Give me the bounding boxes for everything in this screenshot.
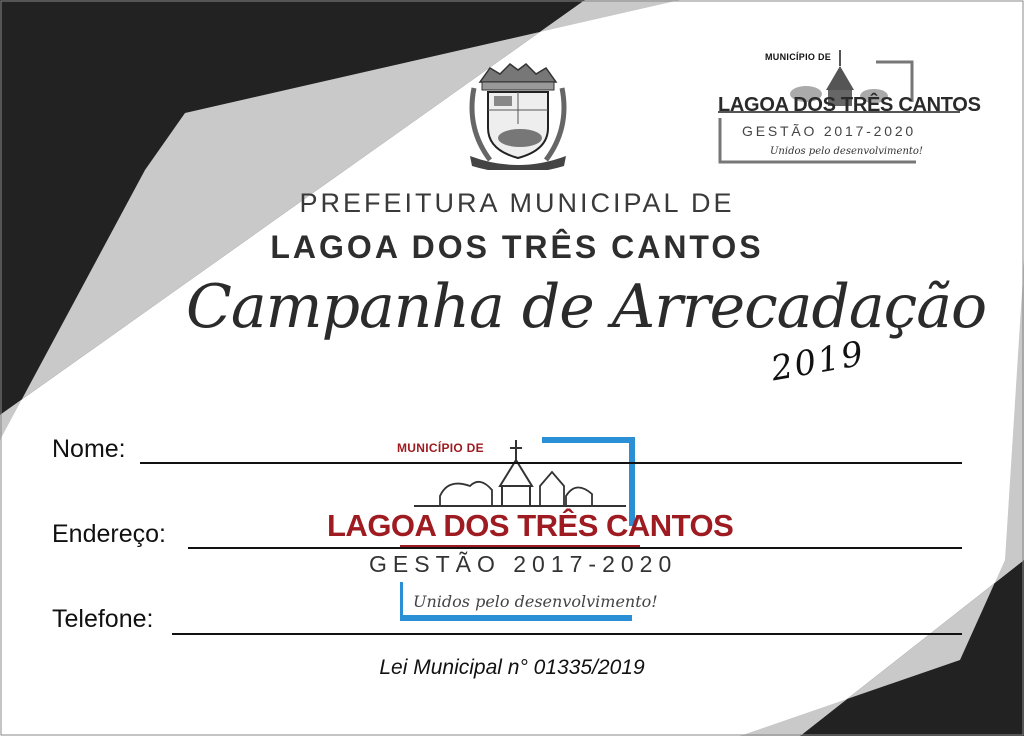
campaign-title: Campanha de Arrecadação	[186, 272, 987, 342]
municipal-coat-of-arms	[460, 58, 576, 170]
center-logo-slogan: Unidos pelo desenvolvimento!	[413, 592, 658, 611]
top-logo-municipio-text: MUNICÍPIO DE	[765, 52, 832, 62]
top-logo-gestao: GESTÃO 2017-2020	[742, 123, 916, 139]
municipal-law-footer: Lei Municipal n° 01335/2019	[379, 656, 645, 679]
address-field-label: Endereço:	[52, 520, 166, 548]
top-logo-slogan: Unidos pelo desenvolvimento!	[770, 146, 923, 157]
center-logo-name: LAGOA DOS TRÊS CANTOS	[327, 508, 734, 543]
phone-field-line[interactable]	[172, 633, 962, 635]
phone-field-label: Telefone:	[52, 605, 154, 633]
name-field-label: Nome:	[52, 435, 126, 463]
center-logo-gestao: GESTÃO 2017-2020	[369, 551, 678, 577]
address-field-line[interactable]	[188, 547, 962, 549]
municipality-name-heading: LAGOA DOS TRÊS CANTOS	[270, 229, 764, 265]
center-logo-municipio-text: MUNICÍPIO DE	[397, 441, 484, 455]
name-field-line[interactable]	[140, 462, 962, 464]
prefeitura-heading: PREFEITURA MUNICIPAL DE	[299, 188, 735, 218]
top-logo-name: LAGOA DOS TRÊS CANTOS	[718, 94, 981, 116]
campaign-year: 2019	[768, 333, 869, 390]
